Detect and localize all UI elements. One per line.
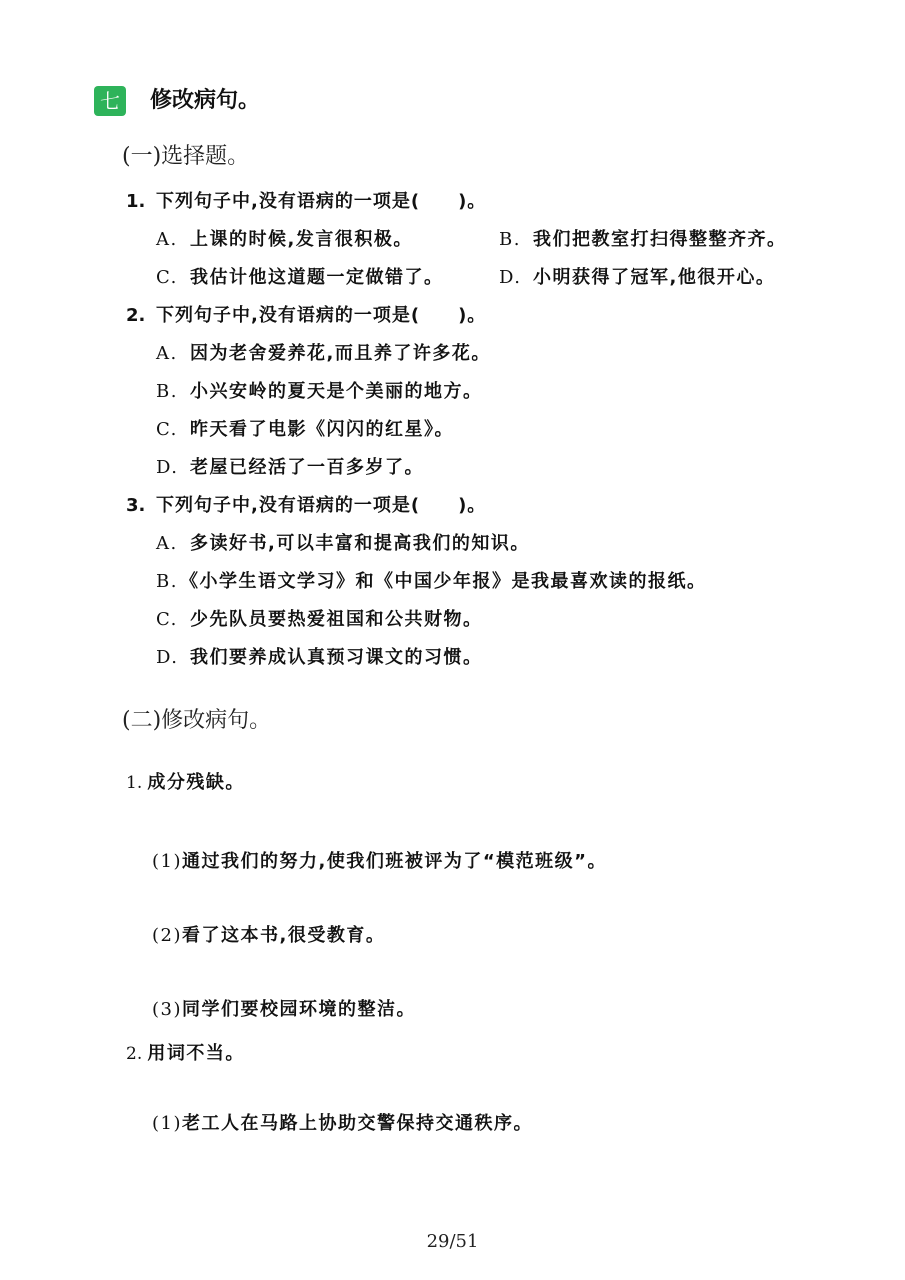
option-letter: D. <box>156 647 179 668</box>
option-letter: C. <box>156 419 178 440</box>
option-text: 少先队员要热爱祖国和公共财物。 <box>190 609 483 630</box>
group-label: 用词不当。 <box>147 1043 245 1064</box>
option-letter: A. <box>156 343 178 364</box>
question-2-option-d <box>156 455 424 481</box>
question-3-option-a <box>156 531 530 557</box>
option-text: 我估计他这道题一定做错了。 <box>190 267 444 288</box>
item-number: (3) <box>152 999 182 1020</box>
group-2-item-1 <box>152 1111 533 1137</box>
group-label: 成分残缺。 <box>147 772 245 793</box>
page-indicator: 29/51 <box>426 1231 479 1252</box>
question-2-option-b <box>156 379 483 405</box>
option-letter: B. <box>156 571 178 592</box>
group-1-item-1 <box>152 849 607 875</box>
question-1-stem: 下列句子中,没有语病的一项是( )。 <box>156 191 487 212</box>
item-sentence: 通过我们的努力,使我们班被评为了“模范班级”。 <box>182 851 607 872</box>
item-number: (1) <box>152 851 182 872</box>
group-1-heading <box>126 770 245 796</box>
section-number-badge: 七 <box>94 86 126 116</box>
option-letter: A. <box>156 229 178 250</box>
question-2-option-a <box>156 341 491 367</box>
item-number: (1) <box>152 1113 182 1134</box>
option-text: 上课的时候,发言很积极。 <box>190 229 413 250</box>
group-number: 2. <box>126 1044 143 1064</box>
item-sentence: 同学们要校园环境的整洁。 <box>182 999 416 1020</box>
section-title: 修改病句。 <box>150 88 261 113</box>
option-text: 《小学生语文学习》和《中国少年报》是我最喜欢读的报纸。 <box>180 571 707 592</box>
question-2-stem: 下列句子中,没有语病的一项是( )。 <box>156 305 487 326</box>
option-letter: C. <box>156 267 178 288</box>
option-text: 我们把教室打扫得整整齐齐。 <box>533 229 787 250</box>
option-letter: B. <box>156 381 178 402</box>
option-letter: D. <box>156 457 179 478</box>
question-3-stem: 下列句子中,没有语病的一项是( )。 <box>156 495 487 516</box>
item-sentence: 看了这本书,很受教育。 <box>182 925 386 946</box>
option-text: 昨天看了电影《闪闪的红星》。 <box>190 419 454 440</box>
group-2-heading <box>126 1041 245 1067</box>
part1-title: (一)选择题。 <box>122 144 250 169</box>
option-text: 老屋已经活了一百多岁了。 <box>190 457 424 478</box>
question-1-number: 1. <box>126 191 146 212</box>
option-letter: C. <box>156 609 178 630</box>
group-1-item-3 <box>152 997 416 1023</box>
question-1-option-b <box>499 227 787 253</box>
question-3-number: 3. <box>126 495 146 516</box>
item-sentence: 老工人在马路上协助交警保持交通秩序。 <box>182 1113 533 1134</box>
option-text: 我们要养成认真预习课文的习惯。 <box>190 647 483 668</box>
option-letter: A. <box>156 533 178 554</box>
option-text: 多读好书,可以丰富和提高我们的知识。 <box>190 533 530 554</box>
item-number: (2) <box>152 925 182 946</box>
question-2-option-c <box>156 417 454 443</box>
option-text: 小兴安岭的夏天是个美丽的地方。 <box>190 381 483 402</box>
question-3-option-c <box>156 607 483 633</box>
question-2-number: 2. <box>126 305 146 326</box>
group-number: 1. <box>126 773 143 793</box>
question-1-option-d <box>499 265 775 291</box>
option-text: 因为老舍爱养花,而且养了许多花。 <box>190 343 491 364</box>
part2-title: (二)修改病句。 <box>122 708 272 733</box>
question-3-option-b <box>156 569 707 595</box>
question-1-option-c <box>156 265 444 291</box>
option-letter: B. <box>499 229 521 250</box>
option-letter: D. <box>499 267 522 288</box>
question-3-option-d <box>156 645 483 671</box>
group-1-item-2 <box>152 923 385 949</box>
option-text: 小明获得了冠军,他很开心。 <box>533 267 776 288</box>
question-1-option-a <box>156 227 413 253</box>
